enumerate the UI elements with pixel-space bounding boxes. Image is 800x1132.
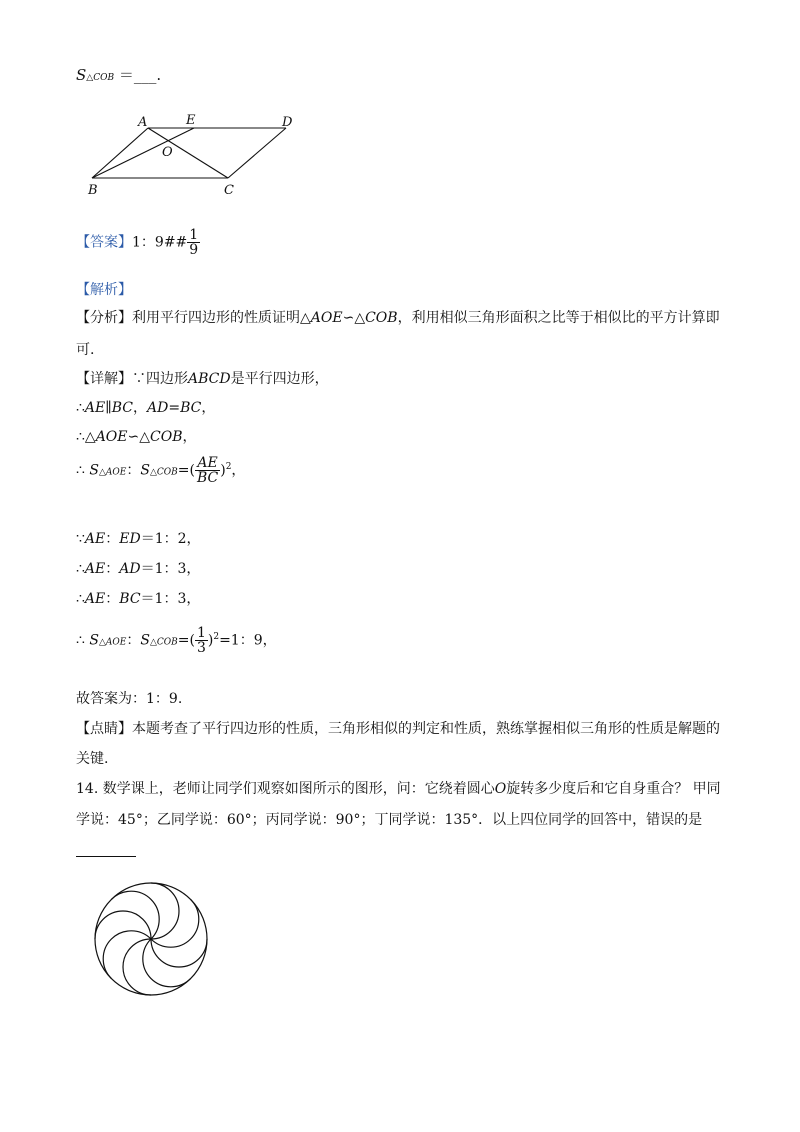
xiangjie-label: 【详解】 [76, 371, 132, 387]
eq2-therefore: ∴ [76, 632, 85, 649]
eq1-s1: S [89, 462, 99, 479]
xiangjie-line-1 [76, 368, 329, 388]
eq2-sub1: △AOE [98, 637, 127, 648]
xj1-text-a: ∵四边形 [132, 371, 188, 387]
xj3-math-2: COB [150, 429, 183, 445]
r2-value: ＝1：3， [140, 561, 201, 577]
r2-math-2: AD [119, 561, 141, 577]
q14-text-a: 14. 数学课上，老师让同学们观察如图所示的图形，问：它绕着圆心 [76, 781, 495, 797]
eq1-den: BC [196, 470, 219, 486]
label-O: O [162, 145, 173, 160]
r2-math-1: AE [84, 561, 106, 577]
xj2-text-a: ∴ [76, 400, 85, 416]
eq2-fraction [195, 626, 208, 655]
eq1-power: 2 [225, 461, 232, 472]
xj3-text-c: ， [182, 429, 197, 445]
xj2-text-d: ， [201, 400, 216, 416]
eq1-equals: = [177, 462, 190, 479]
dianjing-line-2: 关键. [76, 751, 109, 767]
label-B: B [88, 183, 98, 198]
answer-text: 1：9## [132, 234, 188, 251]
eq2-den: 3 [196, 640, 206, 656]
r1-value: ＝1：2， [140, 531, 201, 547]
answer-fraction [187, 228, 200, 257]
r1-because: ∵ [76, 531, 85, 547]
parallelogram-figure [80, 108, 310, 200]
r3-value: ＝1：3， [140, 591, 201, 607]
xj2-text-c: ， [133, 400, 147, 416]
q14-text-b: 旋转多少度后和它自身重合？ 甲同 [506, 781, 721, 797]
r3-math-2: BC [119, 591, 141, 607]
eq1-colon: ： [126, 462, 141, 479]
s-symbol: S [76, 66, 87, 84]
eq1-num: AE [195, 456, 220, 471]
xj3-math-1: AOE [95, 429, 128, 445]
fenxi-text-c: ，利用相似三角形面积之比等于相似比的平方计算即 [397, 310, 720, 326]
dianjing-line-1 [76, 718, 720, 738]
q13-area-expression [76, 64, 161, 85]
final-answer: 故答案为：1：9. [76, 691, 183, 707]
eq1-end: ， [231, 462, 246, 479]
fenxi-math-1: AOE [310, 310, 343, 326]
r3-math-1: AE [84, 591, 106, 607]
xj3-text-b: ∽△ [127, 429, 150, 445]
eq1-therefore: ∴ [76, 462, 85, 479]
label-A: A [138, 115, 148, 130]
xj2-math-2: BC [111, 400, 133, 416]
fenxi-text-b: ∽△ [342, 310, 366, 326]
label-D: D [282, 115, 293, 130]
eq1-sub1: △AOE [98, 467, 127, 478]
fenxi-text-a: 利用平行四边形的性质证明△ [132, 310, 311, 326]
xj1-text-b: 是平行四边形， [230, 371, 329, 387]
eq2-power: 2 [213, 631, 220, 642]
r1-colon: ： [105, 531, 120, 547]
label-C: C [224, 183, 234, 198]
pinwheel-circle-figure [88, 876, 214, 1002]
fenxi-label: 【分析】 [76, 310, 132, 326]
fenxi-line-1 [76, 307, 720, 327]
answer-frac-den: 9 [189, 242, 199, 258]
ratio-line-1 [76, 528, 201, 548]
eq2-s2: S [140, 632, 150, 649]
answer-blank: ___ [133, 66, 157, 84]
equals-sign: ＝ [118, 66, 134, 84]
eq2-colon: ： [126, 632, 141, 649]
eq2-num: 1 [196, 625, 206, 641]
xj2-math-3: AD=BC [147, 400, 202, 416]
dianjing-text: 本题考查了平行四边形的性质，三角形相似的判定和性质，熟练掌握相似三角形的性质是解题的 [132, 721, 720, 737]
q14-math-o: O [494, 781, 507, 797]
q14-line-2: 学说：45°；乙同学说：60°；丙同学说：90°；丁同学说：135°．以上四位同学的回答中，错误的是 [76, 812, 703, 828]
equation-1: ∴ S△AOE：S△COB=( $\frac{AE}{BC}$ )$^2$， [76, 455, 246, 486]
equation-2: ∴ S△AOE：S△COB=( $\frac{1}{3}$ )$^2$=1：9， [76, 625, 277, 656]
r2-colon: ： [105, 561, 120, 577]
q14-answer-blank-line [76, 856, 136, 857]
dianjing-label: 【点睛】 [76, 721, 132, 737]
r1-math-2: ED [119, 531, 141, 547]
analysis-title: 【解析】 [76, 282, 132, 298]
answer-label: 【答案】 [76, 234, 132, 251]
xiangjie-line-3 [76, 426, 196, 446]
s-subscript: △COB [86, 73, 115, 83]
eq2-equals: = [177, 632, 190, 649]
eq2-sub2: △COB [149, 637, 178, 648]
r1-math-1: AE [84, 531, 106, 547]
xj2-parallel: ∥ [105, 400, 112, 416]
xj2-math-1: AE [84, 400, 106, 416]
eq2-end: =1：9， [219, 632, 277, 649]
xj1-math: ABCD [188, 371, 231, 387]
r3-therefore: ∴ [76, 591, 85, 607]
ratio-line-2 [76, 558, 200, 578]
q14-line-1 [76, 778, 721, 798]
fenxi-math-2: COB [365, 310, 398, 326]
ratio-line-3 [76, 588, 200, 608]
eq1-fraction [195, 456, 220, 485]
xiangjie-line-2 [76, 397, 215, 417]
eq2-s1: S [89, 632, 99, 649]
eq1-sub2: △COB [149, 467, 178, 478]
answer-frac-num: 1 [189, 227, 199, 243]
answer-line [76, 228, 200, 257]
fenxi-line-2: 可. [76, 342, 95, 358]
r3-colon: ： [105, 591, 120, 607]
xj3-text-a: ∴△ [76, 429, 96, 445]
label-E: E [186, 113, 196, 128]
period: . [156, 66, 162, 84]
r2-therefore: ∴ [76, 561, 85, 577]
eq1-s2: S [140, 462, 150, 479]
